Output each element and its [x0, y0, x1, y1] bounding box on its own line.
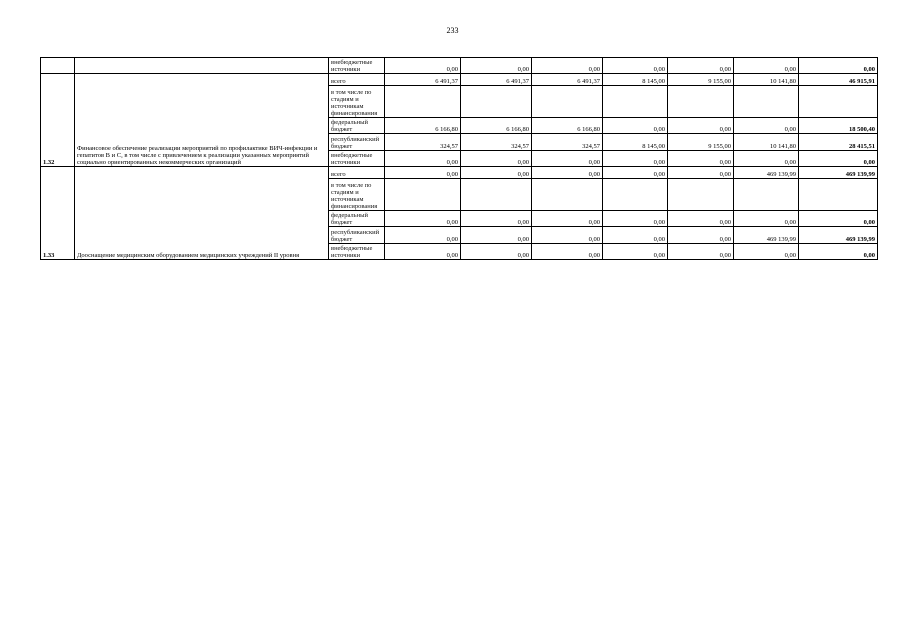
funding-source-cell: республиканский бюджет — [329, 227, 385, 244]
value-cell: 8 145,00 — [603, 74, 668, 86]
value-cell: 0,00 — [461, 167, 532, 179]
value-cell: 0,00 — [668, 167, 734, 179]
value-cell: 0,00 — [668, 58, 734, 74]
item-number-cell: 1.33 — [41, 167, 75, 260]
funding-source-cell: республиканский бюджет — [329, 134, 385, 151]
value-cell: 0,00 — [532, 167, 603, 179]
value-cell — [532, 86, 603, 118]
funding-source-cell: федеральный бюджет — [329, 118, 385, 134]
value-cell: 0,00 — [532, 227, 603, 244]
value-cell: 0,00 — [385, 151, 461, 167]
value-cell: 0,00 — [603, 211, 668, 227]
value-cell: 0,00 — [532, 244, 603, 260]
value-cell: 8 145,00 — [603, 134, 668, 151]
funding-source-cell: внебюджетные источники — [329, 151, 385, 167]
value-cell: 0,00 — [668, 118, 734, 134]
value-cell: 0,00 — [734, 244, 799, 260]
total-cell: 46 915,91 — [799, 74, 878, 86]
value-cell: 0,00 — [461, 58, 532, 74]
funding-source-cell: всего — [329, 167, 385, 179]
value-cell: 0,00 — [603, 118, 668, 134]
value-cell: 0,00 — [385, 227, 461, 244]
value-cell: 9 155,00 — [668, 74, 734, 86]
value-cell: 0,00 — [461, 151, 532, 167]
value-cell: 0,00 — [668, 211, 734, 227]
total-cell: 469 139,99 — [799, 167, 878, 179]
value-cell: 10 141,80 — [734, 74, 799, 86]
value-cell: 469 139,99 — [734, 167, 799, 179]
value-cell: 0,00 — [532, 58, 603, 74]
value-cell: 0,00 — [603, 58, 668, 74]
funding-source-cell: всего — [329, 74, 385, 86]
total-cell — [799, 179, 878, 211]
value-cell — [385, 86, 461, 118]
value-cell: 9 155,00 — [668, 134, 734, 151]
budget-table — [40, 57, 878, 260]
value-cell: 6 166,80 — [532, 118, 603, 134]
value-cell: 0,00 — [734, 58, 799, 74]
value-cell: 0,00 — [461, 244, 532, 260]
value-cell: 0,00 — [385, 211, 461, 227]
value-cell — [668, 86, 734, 118]
value-cell — [668, 179, 734, 211]
value-cell: 6 491,37 — [461, 74, 532, 86]
value-cell: 0,00 — [385, 167, 461, 179]
value-cell: 6 491,37 — [385, 74, 461, 86]
value-cell: 0,00 — [603, 244, 668, 260]
value-cell: 0,00 — [461, 227, 532, 244]
value-cell: 6 491,37 — [532, 74, 603, 86]
value-cell: 6 166,80 — [461, 118, 532, 134]
funding-source-cell: внебюджетные источники — [329, 244, 385, 260]
item-number-cell: 1.32 — [41, 74, 75, 167]
value-cell: 0,00 — [668, 151, 734, 167]
value-cell: 0,00 — [734, 118, 799, 134]
funding-source-cell: федеральный бюджет — [329, 211, 385, 227]
value-cell — [385, 179, 461, 211]
value-cell — [734, 86, 799, 118]
value-cell: 0,00 — [385, 58, 461, 74]
item-name-cell: Финансовое обеспечение реализации мероприятий по профилактике ВИЧ-инфекции и гепатитов В и С, в том числе с привлечением к реализации указанных мероприятий социально ориентированных некоммерческих организаций — [75, 74, 329, 167]
funding-source-cell: в том числе по стадиям и источникам финансирования — [329, 86, 385, 118]
value-cell: 0,00 — [603, 151, 668, 167]
value-cell: 324,57 — [461, 134, 532, 151]
value-cell — [532, 179, 603, 211]
value-cell: 0,00 — [385, 244, 461, 260]
value-cell: 0,00 — [603, 167, 668, 179]
item-number-cell — [41, 58, 75, 74]
table-row — [41, 58, 878, 74]
value-cell: 0,00 — [734, 211, 799, 227]
total-cell — [799, 86, 878, 118]
value-cell: 0,00 — [461, 211, 532, 227]
value-cell — [603, 86, 668, 118]
total-cell: 469 139,99 — [799, 227, 878, 244]
value-cell — [461, 179, 532, 211]
value-cell — [734, 179, 799, 211]
total-cell: 0,00 — [799, 58, 878, 74]
value-cell: 0,00 — [603, 227, 668, 244]
total-cell: 28 415,51 — [799, 134, 878, 151]
total-cell: 0,00 — [799, 244, 878, 260]
table-row — [41, 74, 878, 86]
table-row — [41, 167, 878, 179]
item-name-cell — [75, 58, 329, 74]
total-cell: 0,00 — [799, 211, 878, 227]
value-cell: 0,00 — [734, 151, 799, 167]
funding-source-cell: в том числе по стадиям и источникам финансирования — [329, 179, 385, 211]
value-cell: 324,57 — [532, 134, 603, 151]
value-cell: 10 141,80 — [734, 134, 799, 151]
value-cell: 0,00 — [532, 151, 603, 167]
value-cell: 0,00 — [532, 211, 603, 227]
value-cell — [461, 86, 532, 118]
item-name-cell: Дооснащение медицинским оборудованием медицинских учреждений II уровня — [75, 167, 329, 260]
value-cell: 6 166,80 — [385, 118, 461, 134]
value-cell: 0,00 — [668, 244, 734, 260]
value-cell — [603, 179, 668, 211]
value-cell: 324,57 — [385, 134, 461, 151]
total-cell: 0,00 — [799, 151, 878, 167]
total-cell: 18 500,40 — [799, 118, 878, 134]
page-number: 233 — [446, 26, 459, 35]
funding-source-cell: внебюджетные источники — [329, 58, 385, 74]
value-cell: 469 139,99 — [734, 227, 799, 244]
value-cell: 0,00 — [668, 227, 734, 244]
